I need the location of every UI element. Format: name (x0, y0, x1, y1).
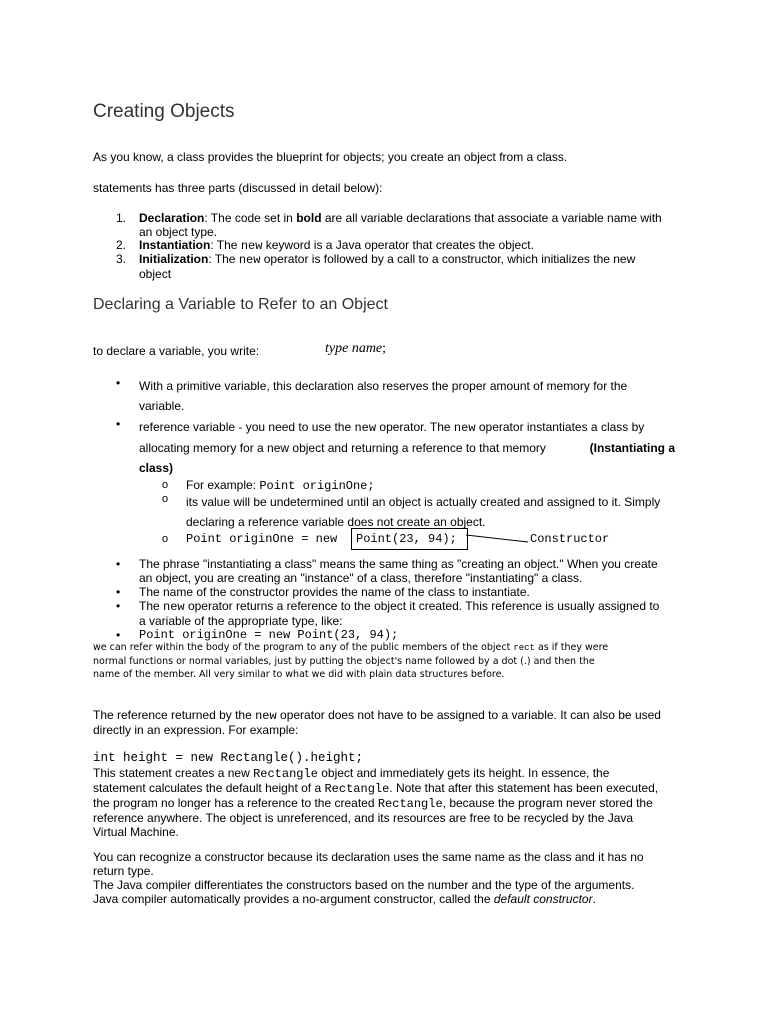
callout-line (466, 530, 530, 546)
bullet-dot: • (116, 557, 121, 571)
list-item-term: Instantiation (139, 238, 211, 252)
reference-paragraph: The reference returned by the new operator does not have to be assigned to a variable. It can also be used directly in an expression. For example: (93, 708, 661, 737)
list-item-declaration: Declaration: The code set in bold are all variable declarations that associate a variable name with an object type. (139, 211, 662, 239)
bullet-new-returns-reference: The new operator returns a reference to the object it created. This reference is usually assigned to a variable of the appropriate type, like: (139, 599, 660, 628)
bullet-instantiating-class: The phrase "instantiating a class" means the same thing as "creating an object." When you create an object, you are creating an "instance" of a class, therefore "instantiating" a class. (139, 557, 658, 585)
bullet-reference-variable: reference variable - you need to use the new operator. The new operator instantiates a class by allocating memory for a new object and returning a reference to that memory (Instantiating a class) (139, 420, 675, 475)
bullet-dot: • (116, 585, 121, 599)
sub-bullet-undetermined-value: its value will be undetermined until an object is actually created and assigned to it. Simply declaring a reference variable does not create an object. (186, 495, 661, 529)
code-int-height: int height = new Rectangle().height; (93, 751, 364, 765)
intro-paragraph-1: As you know, a class provides the blueprint for objects; you create an object from a class. (93, 150, 568, 164)
sub-bullet-example: For example: Point originOne; (186, 478, 375, 493)
list-number: 3. (116, 252, 127, 266)
bullet-dot: • (116, 417, 121, 431)
note-public-members: we can refer within the body of the program to any of the public members of the object rect as if they were normal functions or normal variables, just by putting the object's name followed by a dot (.) and then the name of the member. All very similar to what we did with plain data structures before. (93, 642, 609, 680)
bullet-code-example: Point originOne = new Point(23, 94); (139, 628, 399, 642)
declare-label: to declare a variable, you write: (93, 344, 260, 358)
list-item-term: Declaration (139, 211, 205, 225)
declare-syntax: type name; (325, 341, 387, 356)
list-number: 1. (116, 211, 127, 225)
statement-explanation: This statement creates a new Rectangle object and immediately gets its height. In essence, the statement calculates the default height of a Rectangle. Note that after this statement has been executed, the program no longer has a reference to the created Rectangle, because the program never stored the reference anywhere. The object is unreferenced, and its resources are free to be recycled by the Java Virtual Machine. (93, 766, 659, 839)
sub-bullet-marker: o (162, 533, 169, 545)
list-item-initialization: Initialization: The new operator is followed by a call to a constructor, which initializes the new object (139, 252, 636, 281)
bullet-constructor-name: The name of the constructor provides the name of the class to instantiate. (139, 585, 530, 599)
constructor-call-code: Point(23, 94); (356, 532, 457, 546)
bullet-primitive-variable: With a primitive variable, this declaration also reserves the proper amount of memory for the variable. (139, 379, 628, 413)
heading-creating-objects: Creating Objects (93, 101, 235, 122)
list-item-instantiation: Instantiation: The new keyword is a Java operator that creates the object. (139, 238, 534, 253)
sub-bullet-marker: o (162, 479, 169, 491)
intro-paragraph-2: statements has three parts (discussed in detail below): (93, 181, 383, 195)
sub-bullet-marker: o (162, 493, 169, 505)
constructor-callout-label: Constructor (530, 532, 610, 546)
bullet-dot: • (116, 376, 121, 390)
list-number: 2. (116, 238, 127, 252)
heading-declaring-variable: Declaring a Variable to Refer to an Object (93, 296, 388, 313)
list-item-term: Initialization (139, 252, 209, 266)
constructor-paragraph: You can recognize a constructor because its declaration uses the same name as the class and it has no return type. The Java compiler differentiates the constructors based on the number and the type of the arguments. Java compiler automatically provides a no-argument constructor, called the default constructor. (93, 850, 644, 906)
constructor-code-line: Point originOne = new (186, 532, 338, 546)
bullet-dot: • (116, 599, 121, 613)
bullet-dot: • (116, 628, 121, 642)
